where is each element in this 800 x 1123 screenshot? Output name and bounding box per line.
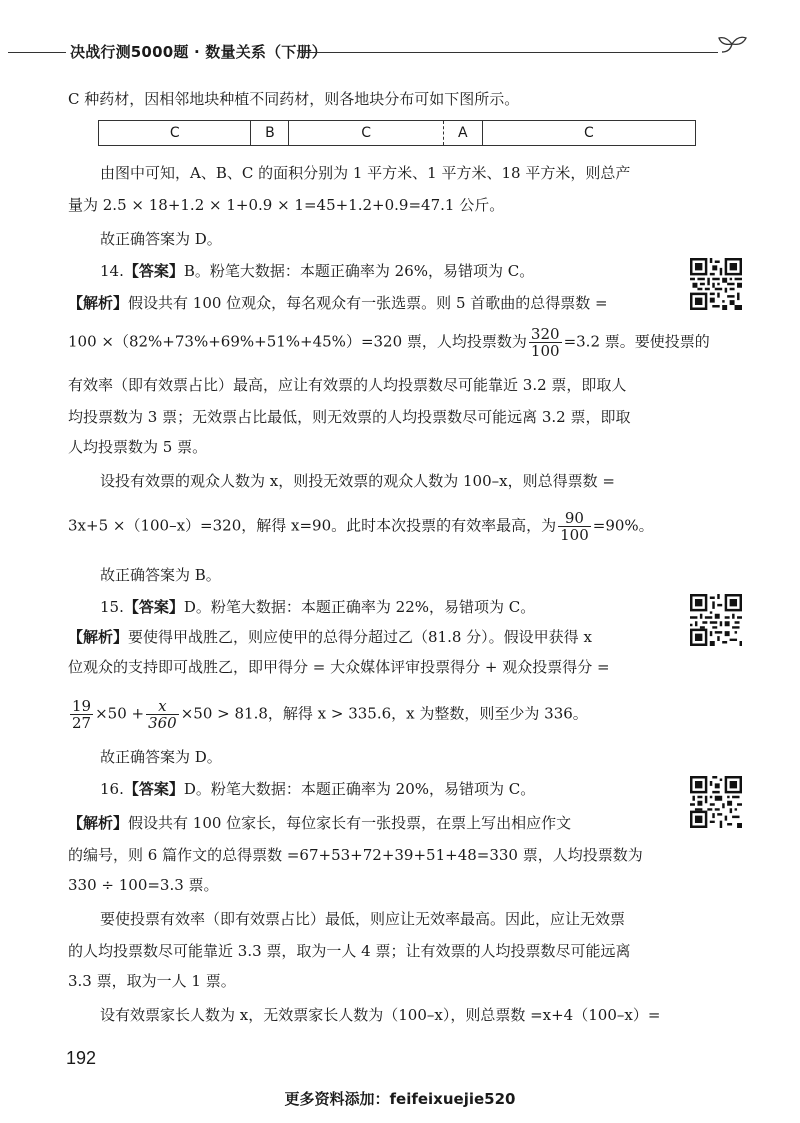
page-number: 192 [66, 1048, 97, 1068]
answer-tag: 【答案】 [123, 598, 184, 616]
q16-analysis-line: 的编号，则 6 篇作文的总得票数 =67+53+72+39+51+48=330 票，人均投票数为 [68, 846, 643, 864]
q16-answer [68, 776, 668, 802]
fraction: $\frac{x}{360}$ [148, 697, 177, 732]
plot-cell: C [99, 121, 251, 145]
analysis-text: =90%。 [592, 516, 654, 535]
answer-text: D。粉笔大数据：本题正确率为 22%，易错项为 C。 [183, 598, 536, 616]
analysis-text: ×50 > 81.8，解得 x > 335.6，x 为整数，则至少为 336。 [180, 704, 588, 723]
plot-layout-diagram [98, 120, 696, 146]
footer-note: 更多资料添加：feifeixuejie520 [284, 1090, 516, 1108]
q14-analysis-line: 设投有效票的观众人数为 x，则投无效票的观众人数为 100–x，则总得票数 = [100, 472, 615, 490]
q16-analysis-line: 的人均投票数尽可能靠近 3.3 票，取为一人 4 票；让有效票的人均投票数尽可能远离 [68, 942, 631, 960]
q15-analysis-line [68, 698, 668, 731]
qr-code-icon[interactable] [690, 594, 742, 646]
q14-analysis-line: 均投票数为 3 票；无效票占比最低，则无效票的人均投票数尽可能远离 3.2 票，即取 [68, 408, 631, 426]
plot-cell: B [251, 121, 289, 145]
qr-code-icon[interactable] [690, 776, 742, 828]
q16-analysis-line: 3.3 票，取为一人 1 票。 [68, 972, 236, 990]
q14-analysis-line [68, 325, 710, 360]
q14-analysis-line [68, 510, 668, 543]
q14-analysis-line [68, 290, 668, 316]
header-rule-right [300, 52, 718, 53]
answer-tag: 【答案】 [123, 262, 184, 280]
q14-analysis-line: 人均投票数为 5 票。 [68, 438, 208, 456]
q13-analysis-line: 由图中可知，A、B、C 的面积分别为 1 平方米、1 平方米、18 平方米，则总产 [100, 164, 631, 182]
analysis-text: 假设共有 100 位观众，每名观众有一张选票。则 5 首歌曲的总得票数 = [128, 294, 608, 312]
plot-cell: C [289, 121, 443, 145]
analysis-tag: 【解析】 [68, 628, 129, 646]
q13-analysis-line: 量为 2.5 × 18+1.2 × 1+0.9 × 1=45+1.2+0.9=47.1 公斤。 [68, 196, 505, 214]
answer-tag: 【答案】 [123, 780, 184, 798]
analysis-text: 100 ×（82%+73%+69%+51%+45%）=320 票，人均投票数为 [68, 332, 527, 351]
q14-answer [68, 258, 668, 284]
q14-analysis-line: 有效率（即有效票占比）最高，应让有效票的人均投票数尽可能靠近 3.2 票，即取人 [68, 376, 627, 394]
running-header [0, 30, 800, 70]
fraction: $\frac{19}{27}$ [72, 697, 92, 732]
analysis-tag: 【解析】 [68, 814, 129, 832]
plot-cell: C [583, 125, 594, 141]
q15-analysis-line: 位观众的支持即可战胜乙，即甲得分 = 大众媒体评审投票得分 + 观众投票得分 = [68, 658, 610, 676]
analysis-text: =3.2 票。要使投票的 [563, 332, 710, 351]
q16-analysis-line: 要使投票有效率（即有效票占比）最低，则应让无效率最高。因此，应让无效票 [100, 910, 626, 928]
q15-conclusion: 故正确答案为 D。 [100, 748, 222, 766]
q15-analysis-line [68, 624, 668, 650]
question-number: 14. [100, 262, 124, 280]
q14-conclusion: 故正确答案为 B。 [100, 566, 221, 584]
analysis-text: 要使得甲战胜乙，则应使甲的总得分超过乙（81.8 分）。假设甲获得 x [128, 628, 592, 646]
q16-analysis-line [68, 810, 668, 836]
analysis-tag: 【解析】 [68, 294, 129, 312]
fraction: $\frac{320}{100}$ [530, 325, 560, 360]
analysis-text: 假设共有 100 位家长，每位家长有一张投票，在票上写出相应作文 [128, 814, 572, 832]
plot-cell: A [444, 121, 483, 145]
q13-conclusion: 故正确答案为 D。 [100, 230, 222, 248]
q16-analysis-line: 设有效票家长人数为 x，无效票家长人数为（100–x），则总票数 =x+4（100–x）= [100, 1006, 661, 1024]
intro-line: C 种药材，因相邻地块种植不同药材，则各地块分布可如下图所示。 [68, 90, 520, 108]
qr-code-icon[interactable] [690, 258, 742, 310]
question-number: 15. [100, 598, 124, 616]
answer-text: D。粉笔大数据：本题正确率为 20%，易错项为 C。 [183, 780, 536, 798]
question-number: 16. [100, 780, 124, 798]
analysis-text: ×50 + [95, 704, 145, 723]
fraction: $\frac{90}{100}$ [560, 509, 589, 544]
sprout-icon [716, 32, 750, 62]
analysis-text: 3x+5 ×（100–x）=320，解得 x=90。此时本次投票的有效率最高，为 [68, 516, 557, 535]
q16-analysis-line: 330 ÷ 100=3.3 票。 [68, 876, 219, 894]
header-rule-left [8, 52, 66, 53]
answer-text: B。粉笔大数据：本题正确率为 26%，易错项为 C。 [183, 262, 535, 280]
q15-answer [68, 594, 668, 620]
book-title: 决战行测5000题 · 数量关系（下册） [70, 43, 327, 61]
